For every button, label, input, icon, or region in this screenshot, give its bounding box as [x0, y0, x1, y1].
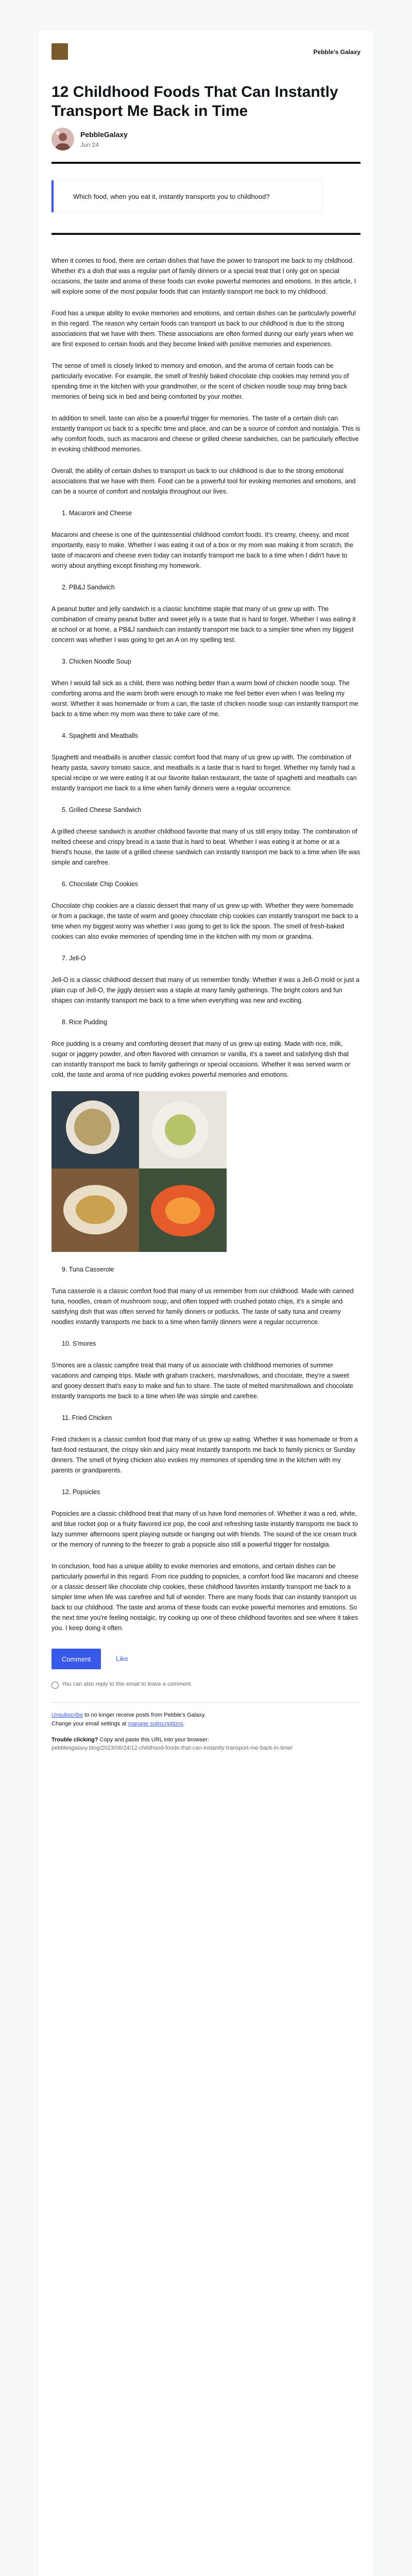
paragraph: The sense of smell is closely linked to memory and emotion, and the aroma of certain foods can be particularly evocative. For example, the smell of freshly baked chocolate chip cookies may remind you of spending time in the kitchen with your grandmother, or the scent of chicken noodle soup may bring back memories of being sick in bed and being comforted by your mother. — [52, 362, 349, 400]
divider — [52, 162, 360, 164]
paragraph: Popsicles are a classic childhood treat that many of us have fond memories of. Whether it was a red, white, and blue rocket pop or a fruity flavored ice pop, the cool and refreshing taste instantly transports me back to lazy summer afternoons spent playing outside or hanging out with friends. The sound of the ice cream truck or the memory of running to the freezer to grab a popsicle also still a powerful trigger for nostalgia. — [52, 1510, 358, 1548]
unsubscribe-text: to no longer receive posts from Pebble's Galaxy. — [83, 1712, 206, 1718]
trouble-text: Copy and paste this URL into your browser: — [98, 1737, 209, 1743]
paragraph: S'mores are a classic campfire treat that many of us associate with childhood memories of summer vacations and camping trips. Made with graham crackers, marshmallows, and chocolate, they're a sweet and gooey dessert that's easy to make and fun to share. The taste of melted marshmallows and chocolate instantly transports me back to a time when life was simple and carefree. — [52, 1362, 353, 1400]
manage-subscriptions-link[interactable]: manage subscriptions — [128, 1721, 183, 1727]
prompt-text: Which food, when you eat it, instantly transports you to childhood? — [73, 193, 270, 200]
paragraph: Fried chicken is a classic comfort food that many of us grew up eating. Whether it was homemade or from a fast-food restaurant, the crispy skin and juicy meat instantly transports me back to family picnics or Sunday dinners. The smell of frying chicken also evokes my memories of spending time in the kitchen with my parents or grandparents. — [52, 1436, 358, 1474]
list-heading: 8. Rice Pudding — [62, 1019, 108, 1026]
list-heading: 4. Spaghetti and Meatballs — [62, 732, 139, 739]
post-date: Jun 24 — [80, 141, 99, 148]
list-heading: 5. Grilled Cheese Sandwich — [62, 806, 142, 814]
trouble-label: Trouble clicking? — [52, 1737, 98, 1743]
paragraph: In conclusion, food has a unique ability to evoke memories and emotions, and certain dishes can be particularly powerful in this regard. From rice pudding to popsicles, a comfort food like macaroni and cheese or a classic dessert like chocolate chip cookies, these childhood favorites instantly transport me back to a simpler time when life was carefree and full of wonder. There are many foods that can instantly transport us back to our childhood. The taste and aroma of these foods can evoke powerful memories and emotions. So the next time you're feeling nostalgic, try cooking up one of these childhood favorites and see where it takes you. I keep doing it often. — [52, 1563, 359, 1632]
paragraph: A grilled cheese sandwich is another childhood favorite that many of us still enjoy today. The combination of melted cheese and crispy bread is a taste that is hard to beat. Whether I was eating it at home or at a friend's house, the taste of a grilled cheese sandwich can instantly transport me back to a time when life was simple and carefree. — [52, 828, 360, 866]
paragraph: When it comes to food, there are certain dishes that have the power to transport me back to my childhood. Whether it's a dish that was a regular part of family dinners or a special treat that I only got on special occasions, the taste and aroma of these foods can evoke powerful memories and emotions. In this article, I will explore some of the most popular foods that can instantly transport me back to my childhood. — [52, 257, 356, 295]
paragraph: Macaroni and cheese is one of the quintessential childhood comfort foods. It's creamy, cheesy, and most importantly, easy to make. Whether I was eating it out of a box or my mom was making it from scratch, the taste of macaroni and cheese even today can instantly transport me back to a time when I didn't have to worry about anything except finishing my homework. — [52, 531, 354, 569]
post-actions — [39, 1645, 373, 1680]
paragraph: Chocolate chip cookies are a classic dessert that many of us grew up with. Whether they were homemade or from a package, the taste of warm and gooey chocolate chip cookies can instantly transport me back to a time when my biggest worry was whether I was going to get to lick the spoon. The smell of fresh-baked cookies can also evoke memories of spending time in the kitchen with my mom or grandma. — [52, 902, 358, 940]
list-heading: 1. Macaroni and Cheese — [62, 510, 132, 517]
unsubscribe-link[interactable]: Unsubscribe — [52, 1712, 83, 1718]
avatar[interactable] — [52, 128, 74, 150]
list-heading: 7. Jell-O — [62, 955, 86, 962]
reply-note — [39, 1680, 373, 1697]
food-photo[interactable] — [52, 1091, 227, 1252]
list-heading: 9. Tuna Casserole — [62, 1266, 114, 1273]
like-link[interactable]: Like — [116, 1655, 128, 1663]
paragraph: Spaghetti and meatballs is another classic comfort food that many of us grew up with. The combination of hearty pasta, savory tomato sauce, and meatballs is a taste that is hard to forget. Whether my family had a special recipe or we were eating it at our favorite Italian restaurant, the taste of spaghetti and meatballs can instantly transport me back to a time when family dinners were a regular occurrence. — [52, 754, 357, 792]
post-card — [39, 31, 373, 2576]
post-url[interactable]: pebblesgalaxy.blog/2023/06/24/12-childhood-foods-that-can-instantly-transport-me-back-in-time/ — [52, 1745, 293, 1751]
trouble-note — [39, 1728, 373, 1752]
paragraph: Overall, the ability of certain dishes to transport us back to our childhood is due to the strong emotional associations that we have with them. Food can be a powerful tool for evoking memories and emotions, and can be a source of comfort and nostalgia throughout our lives. — [52, 467, 356, 495]
paragraph: A peanut butter and jelly sandwich is a classic lunchtime staple that many of us grew up with. The combination of creamy peanut butter and sweet jelly is a taste that is hard to forget. Whether I was eating it at school or at home, a PB&J sandwich can instantly transport me back to a simpler time when my biggest concern was whether I was going to get an A on my spelling test. — [52, 605, 356, 643]
list-heading: 12. Popsicles — [62, 1488, 100, 1496]
subscription-note: Unsubscribe to no longer receive posts from Pebble's Galaxy. Change your email settings at manage subscriptions. — [52, 1712, 206, 1727]
reply-note-text: You can also reply to this email to leave a comment. — [62, 1681, 193, 1687]
paragraph: Tuna casserole is a classic comfort food that many of us remember from our childhood. Made with canned tuna, noodles, cream of mushroom soup, and often topped with crushed potato chips, it's a simple and satisfying dish that was often served for family dinners or potlucks. The taste of salty tuna and creamy noodles instantly transports me back to a time when family dinners were a regular occurrence. — [52, 1287, 354, 1326]
list-heading: 3. Chicken Noodle Soup — [62, 658, 131, 665]
info-icon — [52, 1682, 59, 1689]
site-logo[interactable] — [52, 43, 68, 60]
change-settings-text: Change your email settings at — [52, 1721, 128, 1727]
author-name[interactable]: PebbleGalaxy — [80, 130, 128, 139]
list-heading: 11. Fried Chicken — [62, 1414, 112, 1421]
site-name[interactable]: Pebble's Galaxy — [313, 48, 360, 56]
paragraph: When I would fall sick as a child, there was nothing better than a warm bowl of chicken noodle soup. The comforting aroma and the warm broth were enough to make me feel better even when I was feeling my worst. Whether it was homemade or from a can, the taste of chicken noodle soup can instantly transport me back to a time when my mom was there to take care of me. — [52, 680, 358, 718]
paragraph: Rice pudding is a creamy and comforting dessert that many of us grew up eating. Made with rice, milk, sugar or jaggery powder, and often flavored with cinnamon or vanilla, it's a sweet and satisfying dish that can instantly transport me back to family gatherings or special occasions. Whether it was served warm or cold, the taste and aroma of rice pudding evokes powerful memories and emotions. — [52, 1040, 351, 1078]
byline — [52, 126, 360, 157]
comment-button[interactable]: Comment — [52, 1649, 101, 1669]
list-heading: 2. PB&J Sandwich — [62, 584, 115, 591]
paragraph: In addition to smell, taste can also be a powerful trigger for memories. The taste of a certain dish can instantly transport us back to a specific time and place, and can be a source of comfort and nostalgia. This is why comfort foods, such as macaroni and cheese or grilled cheese sandwiches, can be particularly effective in evoking childhood memories. — [52, 415, 360, 453]
list-heading: 6. Chocolate Chip Cookies — [62, 880, 138, 888]
post-body — [39, 235, 373, 1633]
list-heading: 10. S'mores — [62, 1340, 96, 1347]
paragraph: Food has a unique ability to evoke memories and emotions, and certain dishes can be particularly powerful in this regard. The reason why certain foods can transport us back to our childhood is due to the strong associations that we have with them. These associations are often formed during our early years when we are first exposed to certain foods and they become linked with positive memories and experiences. — [52, 310, 356, 348]
prompt-box — [52, 180, 322, 212]
post-title[interactable]: 12 Childhood Foods That Can Instantly Transport Me Back in Time — [52, 83, 338, 120]
site-header — [39, 31, 373, 72]
paragraph: Jell-O is a classic childhood dessert that many of us remember fondly. Whether it was a Jell-O mold or just a plain cup of Jell-O, the jiggly dessert was a staple at many family gatherings. The bright colors and fun shapes can instantly transport me back to a time when everything was new and exciting. — [52, 976, 359, 1004]
